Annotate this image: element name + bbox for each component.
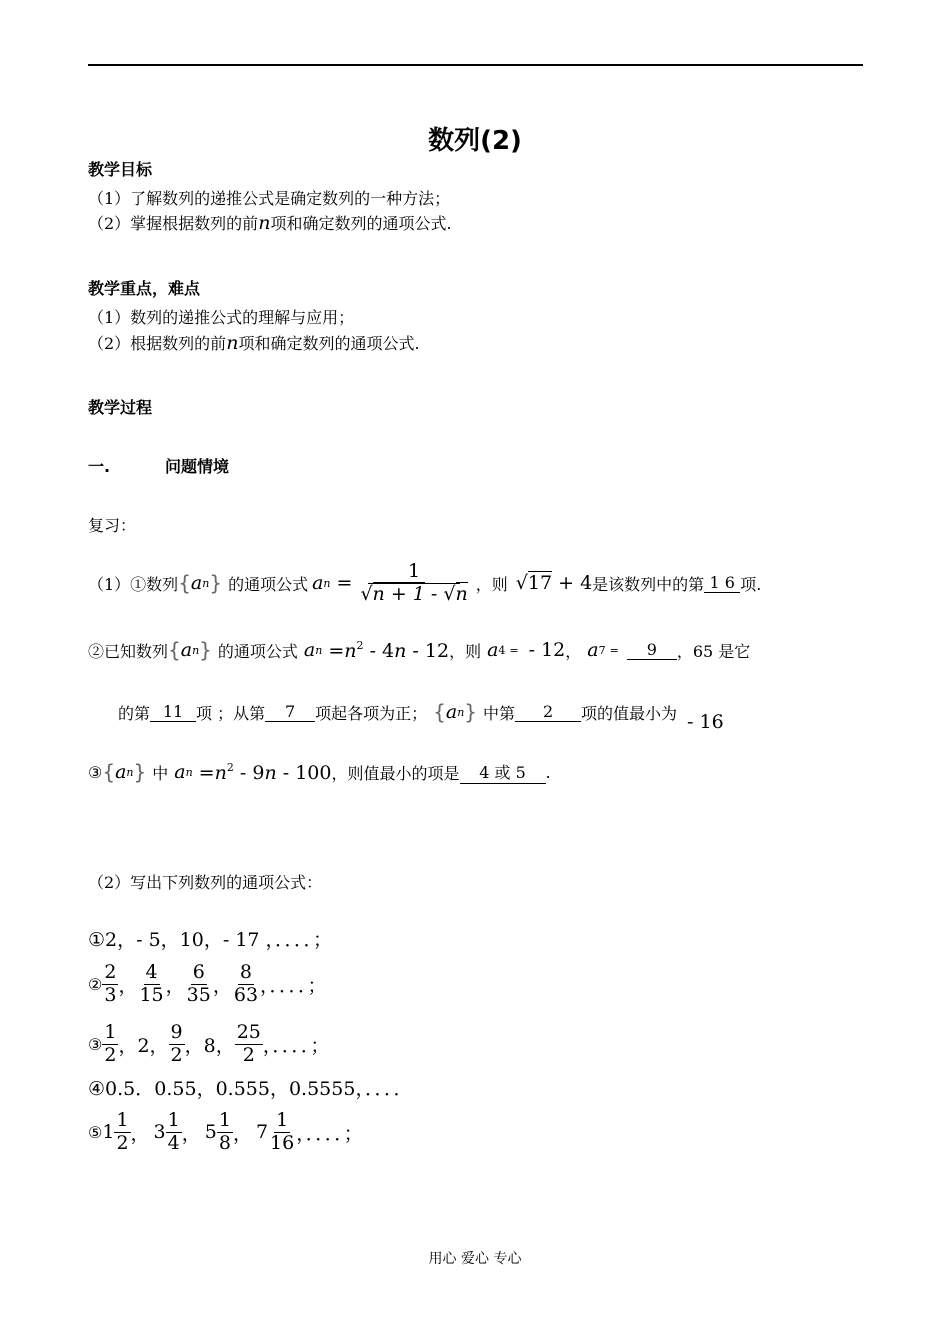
q3-answer: 4 或 5 xyxy=(460,760,546,784)
process-heading: 教学过程 xyxy=(88,398,153,417)
s2-frac: $\frac{4}{15}$ xyxy=(139,960,164,1006)
s3-frac-2: $\frac{9}{2}$ xyxy=(170,1020,183,1066)
seq-3: ③ $\frac{1}{2}$ ，2， $\frac{9}{2}$ ，8， $\frac{25}{2}$ ，．．．．； xyxy=(88,1020,330,1066)
s5-whole: 3 xyxy=(153,1121,166,1143)
review-q1: （1）①数列 { a n } 的通项公式 a n = $\frac{1}{√n + 1 - √n}$ ，则 √17 + 4 是该数列中的第 1 6 项. xyxy=(88,559,762,605)
seq-1: ①2，- 5，10，- 17 ，．．．．； xyxy=(88,929,333,951)
q2-answer-2: 2 xyxy=(515,702,581,722)
goals-item-2: （2）掌握根据数列的前n项和确定数列的通项公式. xyxy=(88,212,452,234)
header-rule xyxy=(88,64,863,66)
s3-frac-1: $\frac{1}{2}$ xyxy=(104,1020,117,1066)
keypoints-heading: 教学重点，难点 xyxy=(88,279,201,298)
review-q3: ③ { a n } 中 a n $=n^2 - 9n - 100$ ，则值最小的项是 4 或 5 . xyxy=(88,760,551,784)
s2-frac: $\frac{6}{35}$ xyxy=(186,960,211,1006)
q2-a7-answer: 9 xyxy=(627,640,677,660)
review-q2-line1: ②已知数列 { a n } 的通项公式 a n $=n^2 - 4n - 12$ ，则 a 4 = - 12 ， a 7 = 9 ，65 是它 xyxy=(88,638,751,662)
s2-frac: $\frac{8}{63}$ xyxy=(233,960,259,1006)
s5-frac: $\frac{1}{8}$ xyxy=(218,1108,231,1154)
s5-frac: $\frac{1}{4}$ xyxy=(167,1108,180,1154)
q2-min-value: - 16 xyxy=(687,711,724,733)
s2-frac: $\frac{2}{3}$ xyxy=(104,960,117,1006)
review-label: 复习： xyxy=(88,516,137,535)
goals-item-1: （1）了解数列的递推公式是确定数列的一种方法； xyxy=(88,189,451,208)
seq-2: ② $\frac{2}{3}$ ， $\frac{4}{15}$ ， $\frac{6}{35}$ ， $\frac{8}{63}$ ，．．．．； xyxy=(88,960,327,1006)
section-label: 问题情境 xyxy=(165,457,230,476)
section-number: 一. xyxy=(88,457,111,476)
s5-frac: $\frac{1}{2}$ xyxy=(116,1108,129,1154)
s5-whole: 5 xyxy=(204,1121,217,1143)
seq-5: ⑤ 1 $\frac{1}{2}$ ， 3 $\frac{1}{4}$ ， 5 $\frac{1}{8}$ ， 7 $\frac{1}{16}$ ，．．．．； xyxy=(88,1108,363,1154)
seq-4: ④0.5．0.55，0.555，0.5555，．．．． xyxy=(88,1078,413,1100)
s5-whole: 7 xyxy=(255,1121,269,1143)
review-q2-line2: 的第 11 项 ；从第 7 项起各项为正； { a n } 中第 2 项的值最小为 - 16 xyxy=(118,700,724,733)
keypoints-item-1: （1）数列的递推公式的理解与应用； xyxy=(88,308,355,327)
page-footer: 用心 爱心 专心 xyxy=(428,1251,522,1267)
s3-frac-3: $\frac{25}{2}$ xyxy=(236,1020,261,1066)
page-title: 数列(2) xyxy=(428,126,522,156)
s5-frac: $\frac{1}{16}$ xyxy=(270,1108,295,1154)
q1-answer: 1 6 xyxy=(704,573,740,593)
goals-heading: 教学目标 xyxy=(88,160,153,179)
s5-whole: 1 xyxy=(102,1121,115,1143)
q2-answer-11: 11 xyxy=(150,702,196,722)
q1-fraction: $\frac{1}{√n + 1 - √n}$ xyxy=(360,559,468,605)
part2-label: （2）写出下列数列的通项公式： xyxy=(88,873,323,892)
q2-answer-7: 7 xyxy=(265,702,315,722)
keypoints-item-2: （2）根据数列的前n项和确定数列的通项公式. xyxy=(88,332,420,354)
